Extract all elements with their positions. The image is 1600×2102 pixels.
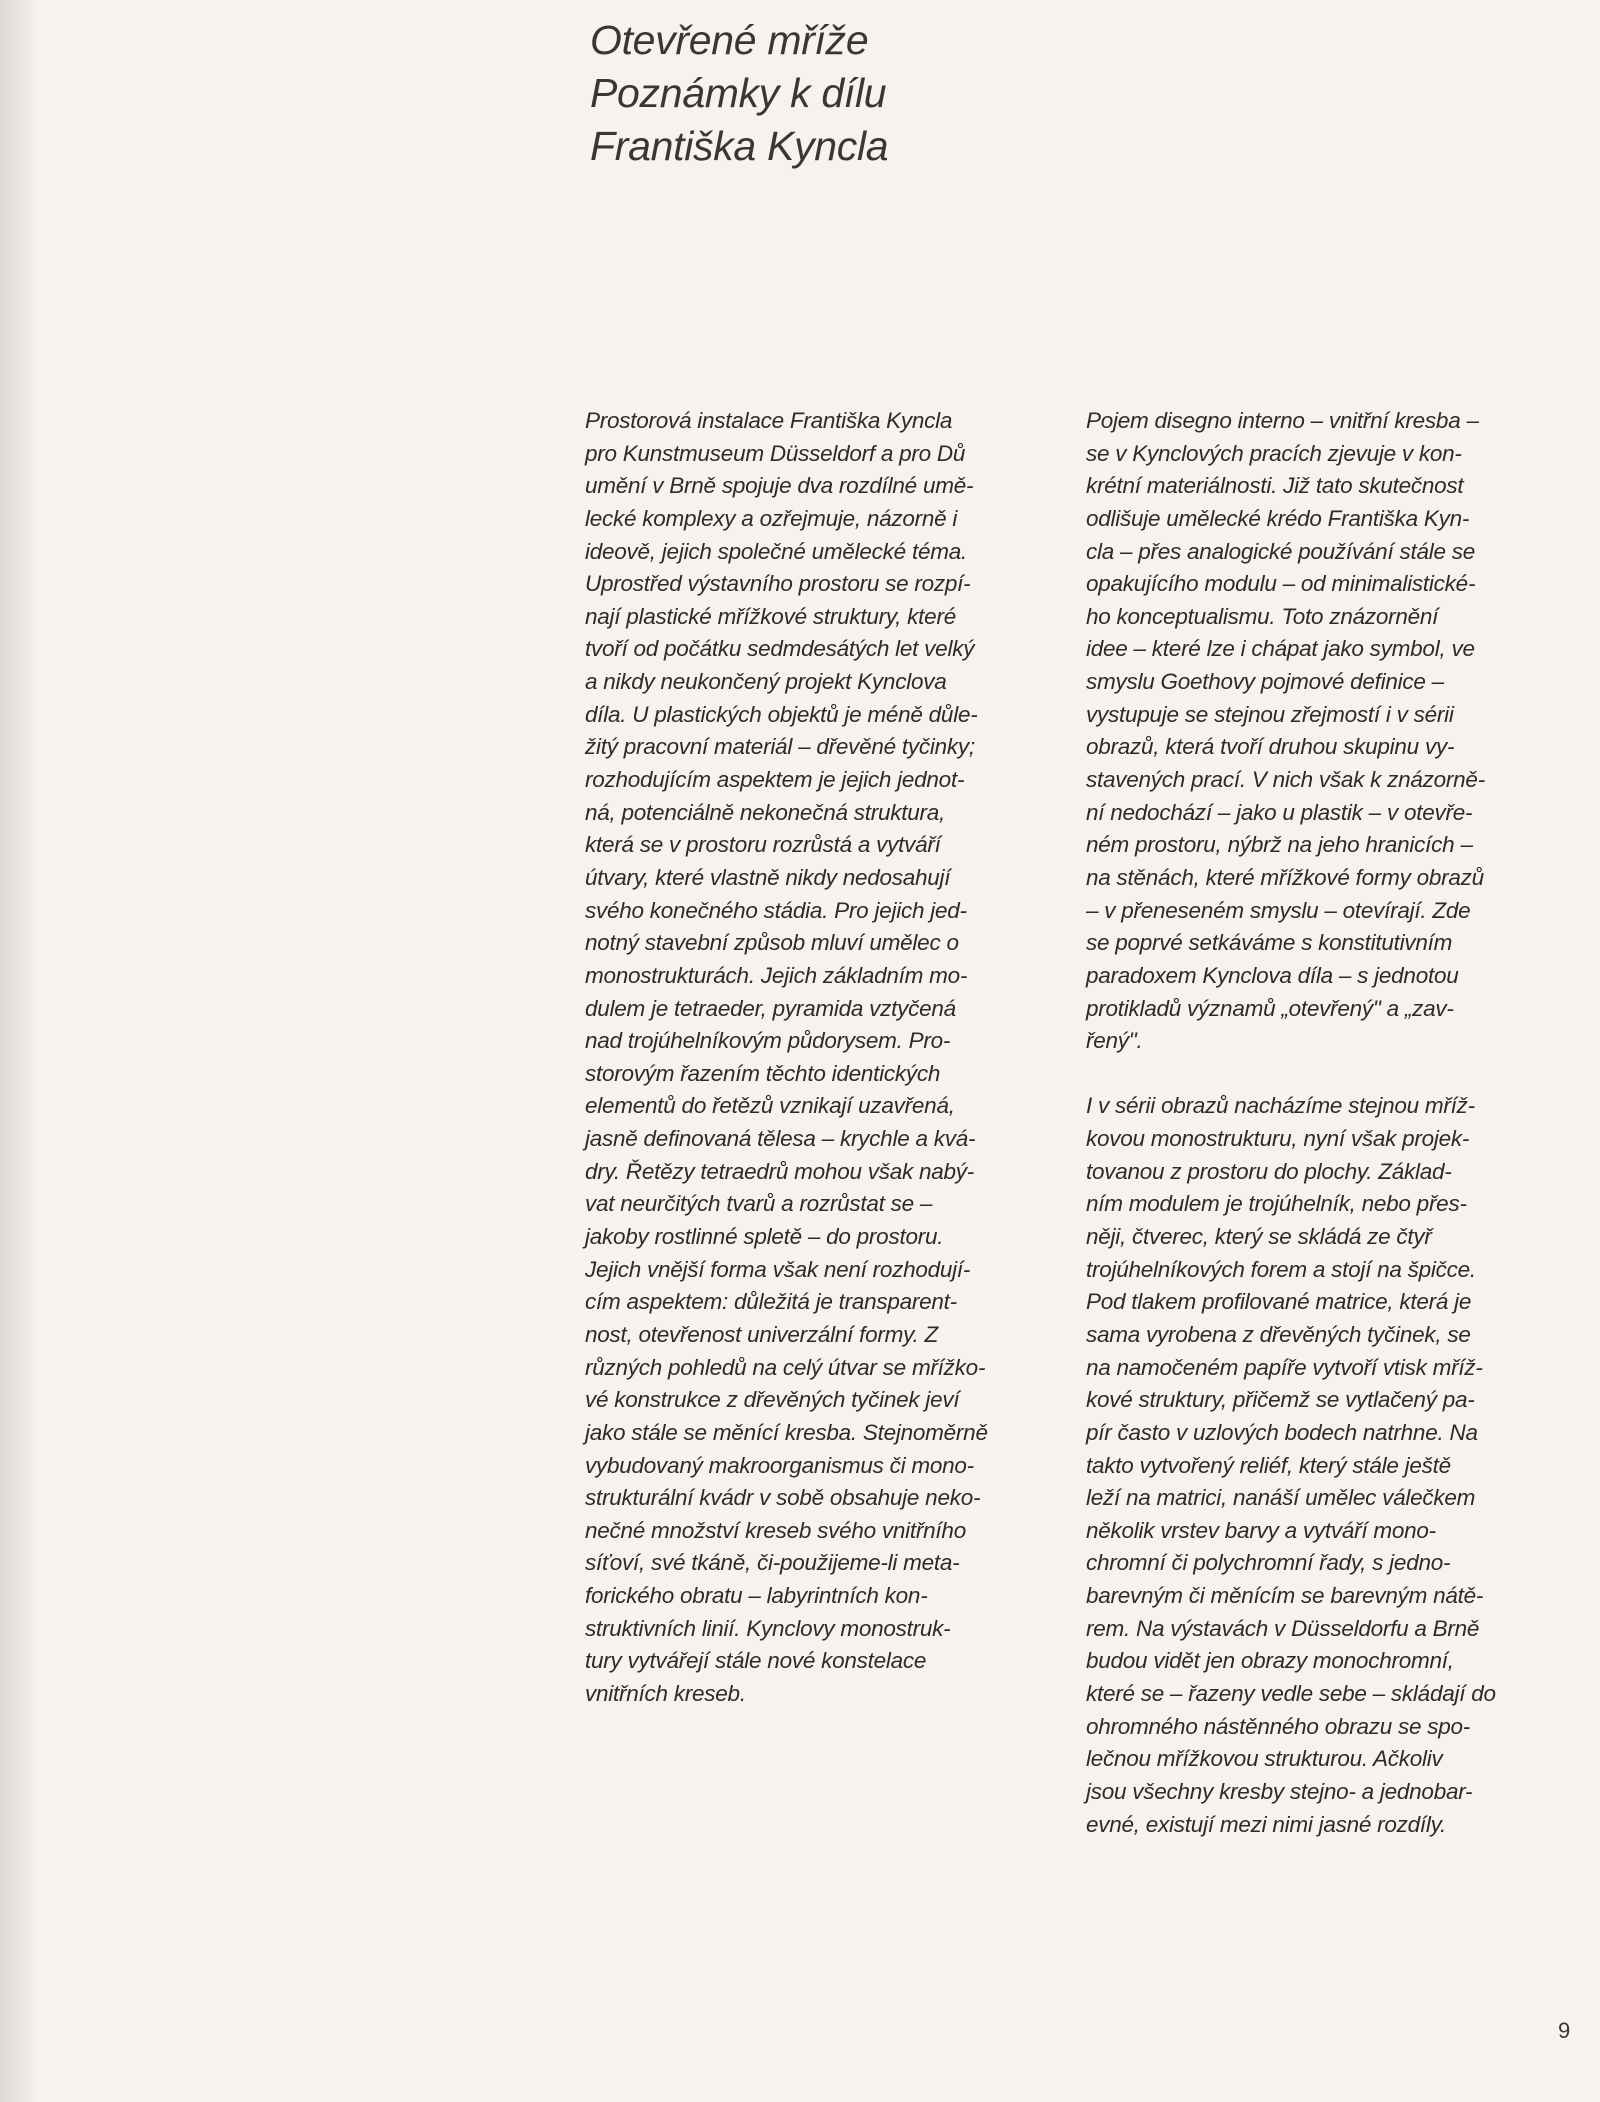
text-line: několik vrstev barvy a vytváří mono- (1086, 1517, 1436, 1543)
text-line: ní nedochází – jako u plastik – v otevře- (1086, 799, 1473, 825)
text-line: strukturální kvádr v sobě obsahuje neko- (585, 1485, 981, 1511)
title-line: Františka Kyncla (590, 123, 889, 169)
text-line: svého konečného stádia. Pro jejich jed- (585, 897, 967, 923)
text-line: krétní materiálnosti. Již tato skutečnost (1086, 473, 1464, 499)
text-line: budou vidět jen obrazy monochromní, (1086, 1648, 1454, 1674)
text-line: ohromného nástěnného obrazu se spo- (1086, 1713, 1471, 1739)
text-line: Pojem disegno interno – vnitřní kresba – (1086, 408, 1479, 433)
text-line: různých pohledů na celý útvar se mřížko- (585, 1354, 986, 1380)
text-line: jako stále se měnící kresba. Stejnoměrně (585, 1419, 988, 1445)
text-line: ním modulem je trojúhelník, nebo přes- (1086, 1191, 1467, 1217)
text-line: vystupuje se stejnou zřejmostí i v sérii (1086, 701, 1454, 727)
text-line: kové struktury, přičemž se vytlačený pa- (1086, 1387, 1475, 1413)
text-line: jsou všechny kresby stejno- a jednobar- (1086, 1778, 1473, 1804)
text-line: idee – které lze i chápat jako symbol, ve (1086, 636, 1475, 662)
text-line: stavených prací. V nich však k znázorně- (1086, 767, 1485, 793)
text-line: chromní či polychromní řady, s jedno- (1086, 1550, 1451, 1576)
text-line: útvary, které vlastně nikdy nedosahují (585, 864, 951, 890)
page-number: 9 (1558, 2018, 1571, 2043)
text-line: pro Kunstmuseum Düsseldorf a pro Dů (585, 440, 966, 466)
text-line: něji, čtverec, který se skládá ze čtyř (1086, 1224, 1432, 1250)
text-line: která se v prostoru rozrůstá a vytváří (585, 832, 941, 858)
text-line: evné, existují mezi nimi jasné rozdíly. (1086, 1811, 1446, 1837)
text-line: kovou monostrukturu, nyní však projek- (1086, 1126, 1470, 1152)
text-line: lecké komplexy a ozřejmuje, názorně i (585, 505, 958, 531)
text-line: díla. U plastických objektů je méně důle- (585, 701, 978, 727)
text-line: dulem je tetraeder, pyramida vztyčená (585, 995, 956, 1021)
text-line: storovým řazením těchto identických (585, 1060, 941, 1086)
text-line: – v přeneseném smyslu – otevírají. Zde (1086, 897, 1471, 923)
text-line: řený". (1086, 1028, 1143, 1054)
text-line: jasně definovaná tělesa – krychle a kvá- (585, 1126, 976, 1152)
text-line: nají plastické mřížkové struktury, které (585, 603, 956, 629)
text-line: vnitřních kreseb. (585, 1680, 746, 1706)
text-line: opakujícího modulu – od minimalistické- (1086, 571, 1476, 597)
text-line: elementů do řetězů vznikají uzavřená, (585, 1093, 955, 1119)
left-text-column (585, 405, 1105, 1711)
text-line: lečnou mřížkovou strukturou. Ačkoliv (1086, 1746, 1443, 1772)
text-line: vat neurčitých tvarů a rozrůstat se – (585, 1191, 933, 1217)
text-line: pír často v uzlových bodech natrhne. Na (1086, 1419, 1478, 1445)
title-line: Poznámky k dílu (590, 70, 887, 116)
text-line: se v Kynclových pracích zjevuje v kon- (1086, 440, 1462, 466)
text-line: se poprvé setkáváme s konstitutivním (1086, 930, 1453, 956)
right-paragraph-2 (1086, 1090, 1600, 1841)
text-line: cla – přes analogické používání stále se (1086, 538, 1475, 564)
text-line: I v sérii obrazů nacházíme stejnou mříž- (1086, 1093, 1475, 1119)
text-line: notný stavební způsob mluví umělec o (585, 930, 959, 956)
text-line: tovanou z prostoru do plochy. Základ- (1086, 1158, 1452, 1184)
text-line: rozhodujícím aspektem je jejich jednot- (585, 767, 965, 793)
right-paragraph-1 (1086, 405, 1600, 1058)
text-line: umění v Brně spojuje dva rozdílné umě- (585, 473, 974, 499)
text-line: paradoxem Kynclova díla – s jednotou (1086, 962, 1459, 988)
text-line: dry. Řetězy tetraedrů mohou však nabý- (585, 1158, 975, 1184)
text-line: tvoří od počátku sedmdesátých let velký (585, 636, 975, 662)
text-line: nost, otevřenost univerzální formy. Z (585, 1321, 938, 1347)
text-line: které se – řazeny vedle sebe – skládají do (1086, 1680, 1496, 1706)
text-line: žitý pracovní materiál – dřevěné tyčinky; (585, 734, 975, 760)
text-line: Prostorová instalace Františka Kyncla (585, 408, 953, 433)
text-line: leží na matrici, nanáší umělec válečkem (1086, 1485, 1476, 1511)
text-line: na stěnách, které mřížkové formy obrazů (1086, 864, 1484, 890)
text-line: sama vyrobena z dřevěných tyčinek, se (1086, 1321, 1471, 1347)
text-line: ideově, jejich společné umělecké téma. (585, 538, 967, 564)
text-line: Jejich vnější forma však není rozhodují- (585, 1256, 971, 1282)
right-text-column (1086, 405, 1600, 1841)
text-line: jakoby rostlinné spletě – do prostoru. (585, 1224, 944, 1250)
text-line: vé konstrukce z dřevěných tyčinek jeví (585, 1387, 960, 1413)
text-line: vybudovaný makroorganismus či mono- (585, 1452, 974, 1478)
text-line: trojúhelníkových forem a stojí na špičce. (1086, 1256, 1476, 1282)
page-title (590, 14, 1290, 173)
text-line: na namočeném papíře vytvoří vtisk mříž- (1086, 1354, 1483, 1380)
text-line: ho konceptualismu. Toto znázornění (1086, 603, 1439, 629)
text-line: takto vytvořený reliéf, který stále ještě (1086, 1452, 1451, 1478)
page-gutter-shadow (0, 0, 40, 2102)
text-line: monostrukturách. Jejich základním mo- (585, 962, 968, 988)
text-line: Pod tlakem profilované matrice, která je (1086, 1289, 1472, 1315)
text-line: tury vytvářejí stále nové konstelace (585, 1648, 927, 1674)
text-line: protikladů významů „otevřený" a „zav- (1086, 995, 1454, 1021)
text-line: rem. Na výstavách v Düsseldorfu a Brně (1086, 1615, 1480, 1641)
text-line: ném prostoru, nýbrž na jeho hranicích – (1086, 832, 1473, 858)
text-line: struktivních linií. Kynclovy monostruk- (585, 1615, 951, 1641)
text-line: cím aspektem: důležitá je transparent- (585, 1289, 957, 1315)
text-line: smyslu Goethovy pojmové definice – (1086, 669, 1444, 695)
paragraph-gap (1086, 1058, 1600, 1091)
text-line: forického obratu – labyrintních kon- (585, 1583, 928, 1609)
text-line: nečné množství kreseb svého vnitřního (585, 1517, 966, 1543)
text-line: nad trojúhelníkovým půdorysem. Pro- (585, 1028, 951, 1054)
text-line: obrazů, která tvoří druhou skupinu vy- (1086, 734, 1455, 760)
text-line: barevným či měnícím se barevným nátě- (1086, 1583, 1484, 1609)
text-line: a nikdy neukončený projekt Kynclova (585, 669, 947, 695)
text-line: ná, potenciálně nekonečná struktura, (585, 799, 945, 825)
text-line: odlišuje umělecké krédo Františka Kyn- (1086, 505, 1470, 531)
text-line: síťoví, své tkáně, či-použijeme-li meta- (585, 1550, 960, 1576)
text-line: Uprostřed výstavního prostoru se rozpí- (585, 571, 971, 597)
title-line: Otevřené mříže (590, 17, 869, 63)
